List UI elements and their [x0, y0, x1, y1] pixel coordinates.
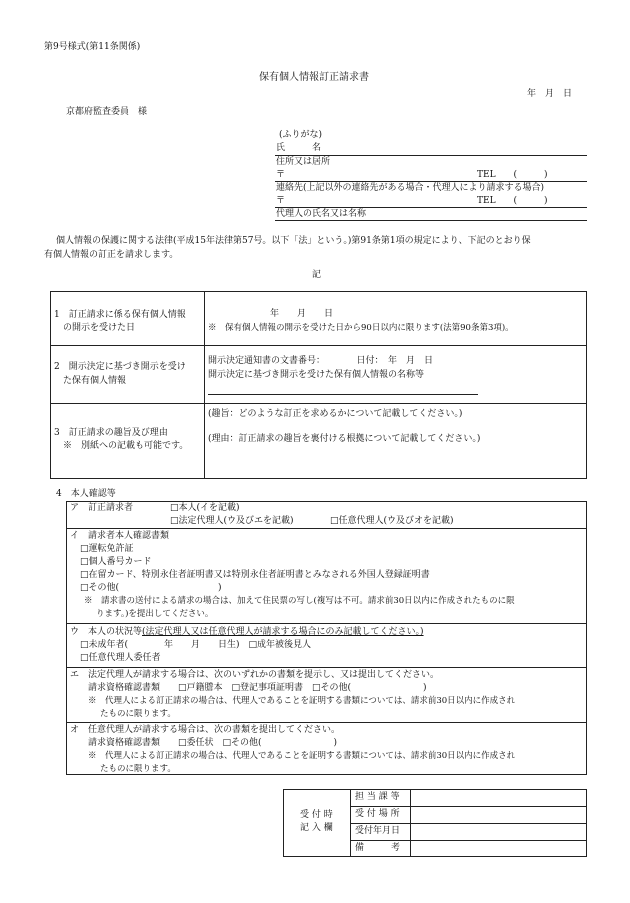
u-title [70, 627, 424, 638]
identity-separator-u [66, 667, 587, 668]
postal-mark-2: 〒 [276, 196, 286, 206]
row2-label-line2: た保有個人情報 [63, 376, 127, 386]
name-label: 氏 名 [276, 143, 322, 153]
reception-date: 受付年月日 [355, 826, 401, 836]
a-label: ア 訂正請求者 [70, 503, 134, 513]
row3-purpose[interactable]: (趣旨：どのような訂正を求めるかについて記載してください。) [208, 409, 463, 419]
table-row-separator-2 [50, 403, 587, 404]
reception-row-line-3 [350, 840, 587, 841]
i-option-other[interactable]: □その他( ) [80, 583, 222, 593]
intro-text-line-1: 個人情報の保護に関する法律(平成15年法律第57号。以下「法」という。)第91条第1項の規定により、下記のとおり保 [56, 236, 531, 246]
o-line1: オ 任意代理人が請求する場合は、次の書類を提出してください。 [70, 725, 341, 735]
row2-label-line1: 2 開示決定に基づき開示を受け [54, 362, 186, 372]
u-option-minor[interactable]: □未成年者( 年 月 日生) □成年被後見人 [80, 640, 312, 650]
contact-field-line[interactable] [275, 207, 587, 208]
o-docs[interactable]: 請求資格確認書類 □委任状 □その他( ) [88, 738, 338, 748]
tel-label-2: TEL ( ) [477, 196, 548, 206]
u-prefix: ウ 本人の状況等 [70, 627, 143, 637]
row3-label-line1: 3 訂正請求の趣旨及び理由 [54, 428, 168, 438]
intro-text-line-2: 有個人情報の訂正を請求します。 [44, 250, 179, 260]
o-note-line2: たものに限ります。 [100, 764, 176, 774]
i-note-line2: ります。)を提出してください。 [96, 609, 214, 619]
date-line: 年 月 日 [527, 89, 573, 99]
row2-field-line[interactable] [208, 394, 478, 395]
identity-heading: 4 本人確認等 [56, 489, 116, 499]
postal-mark-1: 〒 [276, 170, 286, 180]
furigana-label: (ふりがな) [279, 130, 323, 140]
row3-reason[interactable]: (理由：訂正請求の趣旨を裏付ける根拠について記載してください。) [208, 434, 481, 444]
o-note-line1: ※ 代理人による訂正請求の場合は、代理人であることを証明する書類については、請求前30日以内に作成され [88, 751, 516, 761]
a-option-legal-agent[interactable]: □法定代理人(ウ及びエを記載) [170, 516, 294, 526]
row1-date[interactable]: 年 月 日 [270, 309, 334, 319]
table-divider [204, 291, 205, 479]
form-number: 第9号様式(第11条関係) [44, 42, 141, 52]
u-option-principal[interactable]: □任意代理人委任者 [80, 653, 161, 663]
e-line1: エ 法定代理人が請求する場合は、次のいずれかの書類を提示し、又は提出してください。 [70, 670, 440, 680]
agent-field-line[interactable] [275, 220, 587, 221]
row1-label-line1: 1 訂正請求に係る保有個人情報 [54, 310, 186, 320]
reception-row-line-2 [350, 823, 587, 824]
i-note-line1: ※ 請求書の送付による請求の場合は、加えて住民票の写し(複写は不可。請求前30日以内に作成されたものに限 [84, 596, 515, 606]
a-option-voluntary-agent[interactable]: □任意代理人(ウ及びオを記載) [330, 516, 454, 526]
contact-label: 連絡先(上記以外の連絡先がある場合・代理人により請求する場合) [276, 183, 545, 193]
u-condition: (法定代理人又は任意代理人が請求する場合にのみ記載してください。) [142, 627, 424, 637]
reception-label-2: 記 入 欄 [300, 823, 333, 833]
row3-label-line2: ※ 別紙への記載も可能です。 [63, 441, 189, 451]
addressee: 京都府監査委員 様 [66, 107, 148, 117]
identity-separator-a [66, 528, 587, 529]
reception-remarks: 備 考 [355, 843, 401, 853]
i-option-residence-card[interactable]: □在留カード、特別永住者証明書又は特別永住者証明書とみなされる外国人登録証明書 [80, 570, 430, 580]
identity-separator-e [66, 722, 587, 723]
tel-label-1: TEL ( ) [477, 170, 548, 180]
reception-label-1: 受 付 時 [300, 810, 333, 820]
address-field-line[interactable] [275, 181, 587, 182]
row1-label-line2: の開示を受けた日 [63, 323, 136, 333]
e-note-line1: ※ 代理人による訂正請求の場合は、代理人であることを証明する書類については、請求前30日以内に作成され [88, 696, 516, 706]
row1-note: ※ 保有個人情報の開示を受けた日から90日以内に限ります(法第90条第3項)。 [208, 323, 514, 333]
a-option-self[interactable]: □本人(イを記載) [170, 503, 240, 513]
table-row-separator-1 [50, 345, 587, 346]
agent-name-label: 代理人の氏名又は名称 [276, 209, 367, 219]
row2-doc-number[interactable]: 開示決定通知書の文書番号： 日付： 年 月 日 [208, 356, 434, 366]
identity-separator-i [66, 623, 587, 624]
i-title: イ 請求者本人確認書類 [70, 531, 170, 541]
address-label: 住所又は居所 [276, 157, 331, 167]
i-option-license[interactable]: □運転免許証 [80, 544, 134, 554]
e-docs[interactable]: 請求資格確認書類 □戸籍謄本 □登記事項証明書 □その他( ) [88, 683, 427, 693]
page-title: 保有個人情報訂正請求書 [259, 72, 369, 83]
i-option-mynumber[interactable]: □個人番号カード [80, 557, 152, 567]
row2-info-name[interactable]: 開示決定に基づき開示を受けた保有個人情報の名称等 [208, 370, 425, 380]
reception-place: 受 付 場 所 [355, 809, 400, 819]
ki-label: 記 [312, 270, 322, 280]
reception-row-line-1 [350, 806, 587, 807]
reception-dept: 担 当 課 等 [355, 792, 400, 802]
name-field-line[interactable] [275, 155, 587, 156]
e-note-line2: たものに限ります。 [100, 709, 176, 719]
